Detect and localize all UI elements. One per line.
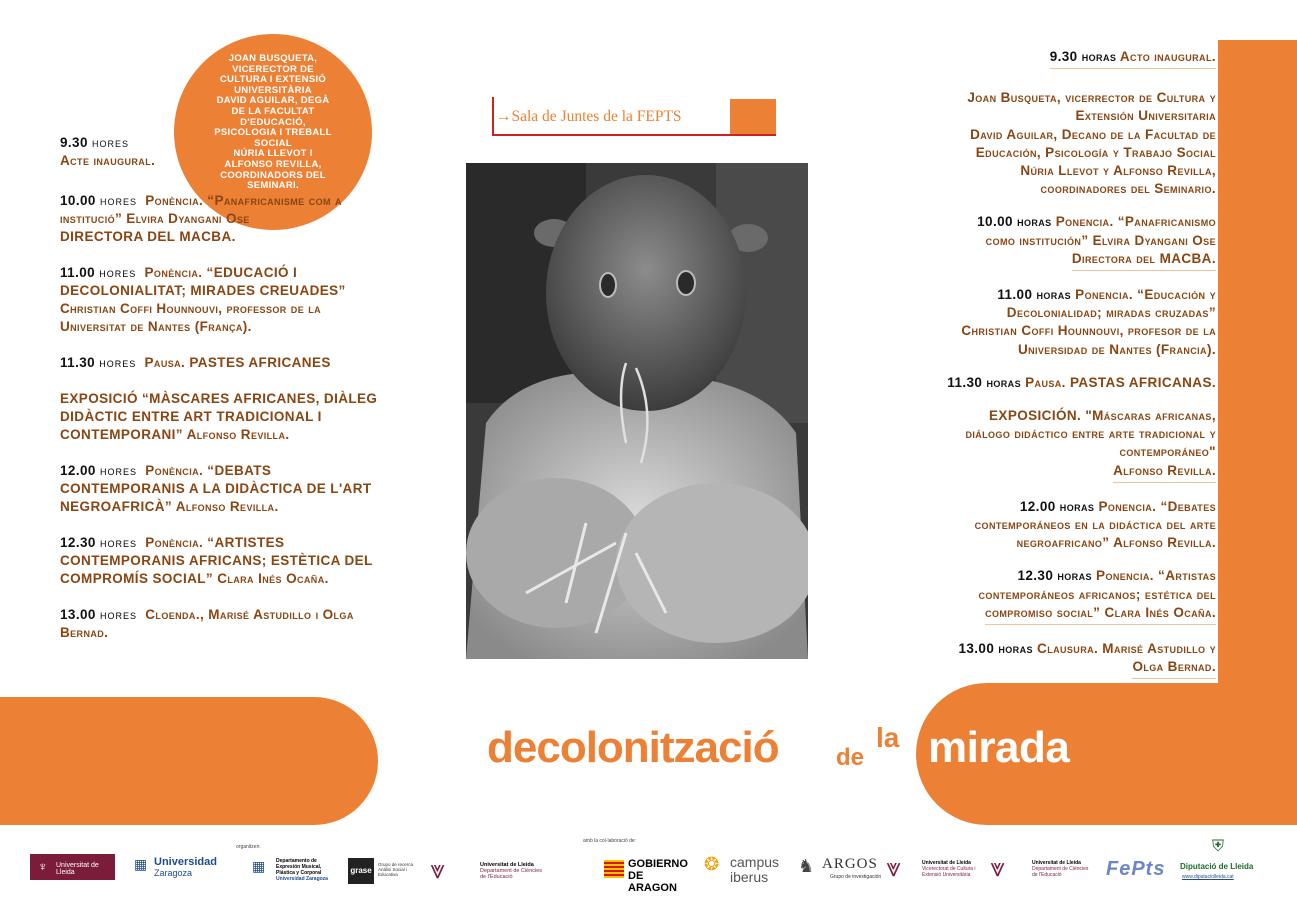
aragon-flag-icon [604, 860, 624, 878]
organizers-text: JOAN BUSQUETA, VICERECTOR DE CULTURA I EXTENSIÓ UNIVERSITÀRIA DAVID AGUILAR, DEGÀ DE LA FACULTAT D'EDUCACIÓ, PSICOLOGIA I TREBALL SOCIAL NÚRIA LLEVOT I ALFONSO REVILLA, COORDINADORS DEL SEMINARI. [214, 53, 332, 192]
program-item: 12.00 hores Ponència. “DEBATS CONTEMPORANIS A LA DIDÀCTICA DE L'ART NEGROAFRICÀ” Alfonso Revilla. [60, 463, 372, 514]
dept-expression-logo: ▦ Departamento de Expresión Musical, Plástica y Corporal Universidad Zaragoza [252, 858, 328, 882]
program-item: Joan Busqueta, vicerrector de Cultura y Extensión Universitaria David Aguilar, Decano de la Facultad de Educación, Psicología y Trabajo Social Núria Llevot y Alfonso Revilla, coordinadores del Seminario. [967, 90, 1216, 197]
collaboration-caption: amb la col·laboració de: [583, 838, 637, 844]
dept-emblem-icon: ▦ [252, 858, 266, 874]
title-word-de: de [836, 744, 865, 771]
diputacio-shield-icon: ⛨ [1212, 838, 1225, 855]
program-item: 10.00 horas Ponencia. “Panafricanismo como institución” Elvira Dyangani Ose Directora del MACBA. [880, 213, 1216, 271]
venue-rule-bottom [492, 134, 776, 136]
title-word-mirada: mirada [928, 723, 1070, 772]
program-item: 11.30 hores Pausa. PASTES AFRICANES [60, 355, 331, 370]
udl-dept-logo-2: ⩔ Universitat de Lleida Departament de Ciències de l'Educació [990, 852, 1089, 882]
program-item: 11.00 horas Ponencia. “Educación y Decolonialidad; miradas cruzadas” Christian Coffi Hounnouvi, profesor de la Universidad de Nantes (Francia). [961, 287, 1216, 357]
program-item: 10.00 hores Ponència. “Panafricanisme com a institució” Elvira Dyangani Ose DIRECTORA DEL MACBA. [60, 193, 342, 244]
venue-accent [730, 99, 776, 135]
organizers-caption: organitzen: [236, 844, 261, 850]
diputacio-logo: ⛨ Diputació de Lleida www.diputaciolleida.cat [1180, 838, 1254, 880]
venue-rule-left [492, 97, 494, 135]
program-catalan [60, 134, 420, 660]
sponsor-logos [0, 828, 1297, 908]
udl-logo: ♆ Universitat de Lleida [30, 854, 115, 880]
program-item: EXPOSICIÓN. "Máscaras africanas, diálogo didáctico entre arte tradicional y contemporáneo" Alfonso Revilla. [880, 407, 1216, 483]
program-spanish [880, 48, 1216, 694]
program-item: EXPOSICIÓ “MÀSCARES AFRICANES, DIÀLEG DIDÀCTIC ENTRE ART TRADICIONAL I CONTEMPORANI” Alfonso Revilla. [60, 391, 378, 442]
campus-flame-icon: ❂ [704, 854, 720, 874]
program-item: 13.00 hores Cloenda., Marisé Astudillo i Olga Bernad. [60, 607, 354, 640]
fepts-logo: FePts [1106, 858, 1166, 880]
program-item: 11.00 hores Ponència. “EDUCACIÓ I DECOLONIALITAT; MIRADES CREUADES” Christian Coffi Hounnouvi, professor de la Universitat de Nantes (França). [60, 265, 346, 334]
program-item: 11.30 horas Pausa. PASTAS AFRICANAS. [947, 374, 1216, 390]
arrow-icon: → [496, 108, 512, 125]
campus-iberus-logo: ❂ campus iberus [704, 854, 780, 885]
venue-label: →Sala de Juntes de la FEPTS [496, 108, 682, 125]
udl-mark-icon: ⩔ [990, 852, 1005, 882]
program-item: 13.00 horas Clausura. Marisé Astudillo y Olga Bernad. [880, 640, 1216, 679]
udl-vicerectorat-logo: ⩔ Universitat de Lleida Vicerectorat de Cultura i Extensió Universitària [886, 852, 976, 882]
unizar-emblem-icon: ▦ [134, 856, 148, 872]
mask-figure-illustration [466, 163, 808, 659]
title-word-decolonitzacio: decolonització [487, 723, 779, 772]
title-word-la: la [876, 722, 900, 753]
program-item: 12.30 hores Ponència. “ARTISTES CONTEMPORANIS AFRICANS; ESTÈTICA DEL COMPROMÍS SOCIAL” Clara Inés Ocaña. [60, 535, 373, 586]
program-item: 12.00 horas Ponencia. “Debates contemporáneos en la didáctica del arte negroafricano” Alfonso Revilla. [974, 498, 1216, 551]
unizar-logo: ▦ Universidad Zaragoza [134, 856, 217, 878]
gobierno-aragon-logo: GOBIERNO DE ARAGON [604, 858, 694, 884]
program-item: 9.30 horas Acto inaugural. [880, 48, 1216, 69]
mask-photo [466, 163, 808, 659]
bottom-band-left [0, 697, 378, 825]
udl-mark-icon: ⩔ [430, 854, 445, 884]
argos-emblem-icon: ♞ [798, 856, 815, 876]
argos-logo: ♞ ARGOS Grupo de investigación [798, 856, 882, 880]
program-item: 9.30 hores Acte inaugural. [60, 135, 156, 168]
udl-emblem-icon: ♆ [38, 859, 48, 874]
udl-mark-icon: ⩔ [886, 852, 901, 882]
grase-logo: grase Grupo de recerca Análisi Social i Educativa [348, 856, 418, 886]
udl-dept-logo: ⩔ Universitat de Lleida Departament de Ciències de l'Educació [430, 854, 543, 884]
program-item: 12.30 horas Ponencia. “Artistas contemporáneos africanos; estética del compromiso social” Clara Inés Ocaña. [880, 567, 1216, 625]
